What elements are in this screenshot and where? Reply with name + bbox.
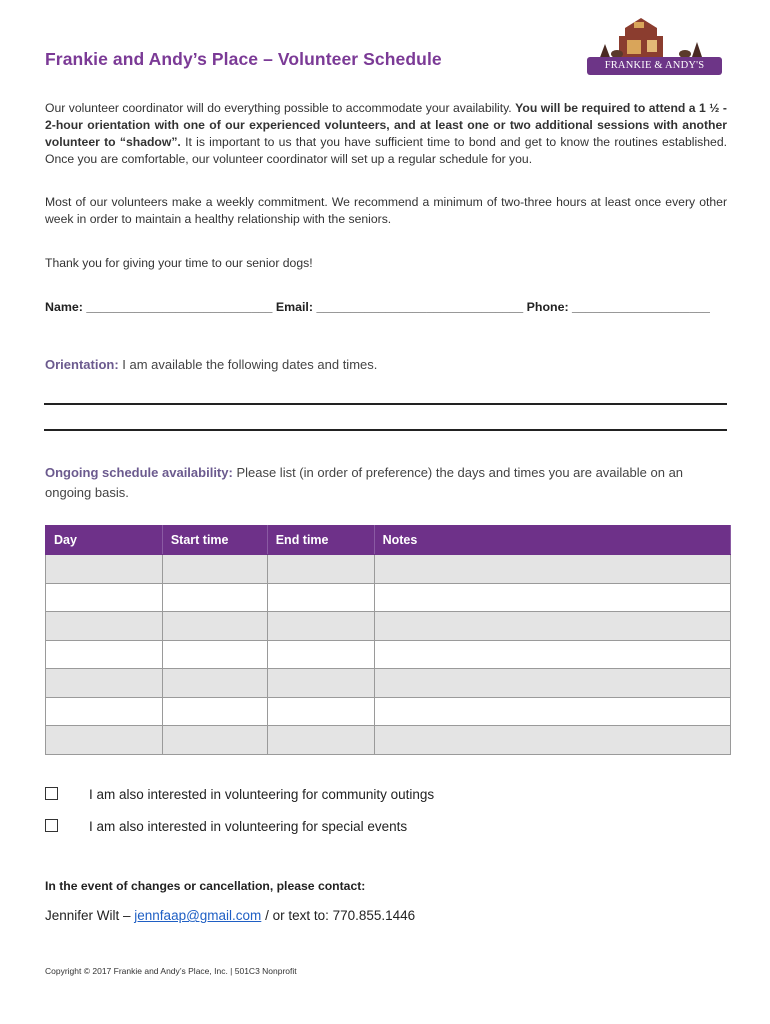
day-cell[interactable] — [46, 726, 163, 755]
start-time-cell[interactable] — [162, 612, 267, 641]
logo-banner: FRANKIE & ANDY'S PLACE — [587, 57, 722, 75]
cancellation-heading: In the event of changes or cancellation, please contact: — [45, 879, 366, 893]
orientation-line-2[interactable] — [44, 429, 727, 431]
contact-email-link[interactable]: jennfaap@gmail.com — [134, 908, 262, 923]
special-events-option — [45, 819, 407, 834]
notes-cell[interactable] — [374, 640, 730, 669]
intro-text: Our volunteer coordinator will do everything possible to accommodate your availability. — [45, 101, 516, 115]
end-time-cell[interactable] — [267, 640, 374, 669]
end-time-cell[interactable] — [267, 612, 374, 641]
contact-info — [45, 908, 415, 923]
orientation-line-1[interactable] — [44, 403, 727, 405]
header-day: Day — [46, 526, 163, 555]
day-cell[interactable] — [46, 583, 163, 612]
notes-cell[interactable] — [374, 669, 730, 698]
table-row — [46, 726, 731, 755]
header-end-time: End time — [267, 526, 374, 555]
end-time-cell[interactable] — [267, 583, 374, 612]
schedule-header-row — [46, 526, 731, 555]
day-cell[interactable] — [46, 640, 163, 669]
header-start-time: Start time — [162, 526, 267, 555]
copyright: Copyright © 2017 Frankie and Andy’s Place, Inc. | 501C3 Nonprofit — [45, 966, 297, 976]
special-events-checkbox[interactable] — [45, 819, 58, 832]
notes-cell[interactable] — [374, 697, 730, 726]
header-notes: Notes — [374, 526, 730, 555]
ongoing-section — [45, 463, 727, 503]
page-title: Frankie and Andy’s Place – Volunteer Schedule — [45, 49, 442, 69]
start-time-cell[interactable] — [162, 697, 267, 726]
table-row — [46, 640, 731, 669]
orientation-label: Orientation: — [45, 357, 119, 372]
community-outings-checkbox[interactable] — [45, 787, 58, 800]
intro-text-cont: It is important to us that you have sufficient time to bond and get to know the routines established. Once you are comfortable, our volunteer coordinator will set up a regular schedule for you. — [45, 135, 727, 166]
contact-name: Jennifer Wilt – — [45, 908, 135, 923]
building-icon — [587, 14, 722, 60]
start-time-cell[interactable] — [162, 640, 267, 669]
table-row — [46, 555, 731, 584]
notes-cell[interactable] — [374, 726, 730, 755]
ongoing-text: Please list (in order of preference) the days and times you are available on an ongoing basis. — [45, 465, 684, 500]
commitment-paragraph: Most of our volunteers make a weekly commitment. We recommend a minimum of two-three hours at least once every other week in order to maintain a healthy relationship with the seniors. — [45, 195, 727, 226]
end-time-cell[interactable] — [267, 726, 374, 755]
day-cell[interactable] — [46, 555, 163, 584]
day-cell[interactable] — [46, 669, 163, 698]
orientation-section — [45, 357, 377, 372]
table-row — [46, 583, 731, 612]
notes-cell[interactable] — [374, 555, 730, 584]
orientation-text: I am available the following dates and times. — [118, 357, 378, 372]
table-row — [46, 697, 731, 726]
special-events-label: I am also interested in volunteering for special events — [89, 819, 408, 834]
contact-phone: / or text to: 770.855.1446 — [261, 908, 416, 923]
end-time-cell[interactable] — [267, 697, 374, 726]
day-cell[interactable] — [46, 612, 163, 641]
end-time-cell[interactable] — [267, 669, 374, 698]
start-time-cell[interactable] — [162, 555, 267, 584]
intro-requirement: You will be required to attend a 1 ½ - 2-hour orientation with one of our experienced volunteers, and at least one or two additional sessions with another volunteer to “shadow”. — [45, 101, 727, 149]
logo — [587, 14, 722, 89]
contact-fields-line[interactable]: Name: ___________________________ Email: ______________________________ Phone: ____________________ — [45, 300, 710, 314]
thanks-paragraph: Thank you for giving your time to our senior dogs! — [45, 256, 313, 270]
schedule-table — [45, 525, 731, 755]
community-outings-option — [45, 787, 434, 802]
start-time-cell[interactable] — [162, 669, 267, 698]
notes-cell[interactable] — [374, 612, 730, 641]
day-cell[interactable] — [46, 697, 163, 726]
start-time-cell[interactable] — [162, 726, 267, 755]
start-time-cell[interactable] — [162, 583, 267, 612]
intro-paragraph — [45, 100, 727, 168]
end-time-cell[interactable] — [267, 555, 374, 584]
table-row — [46, 612, 731, 641]
ongoing-label: Ongoing schedule availability: — [45, 465, 233, 480]
notes-cell[interactable] — [374, 583, 730, 612]
table-row — [46, 669, 731, 698]
community-outings-label: I am also interested in volunteering for community outings — [89, 787, 435, 802]
